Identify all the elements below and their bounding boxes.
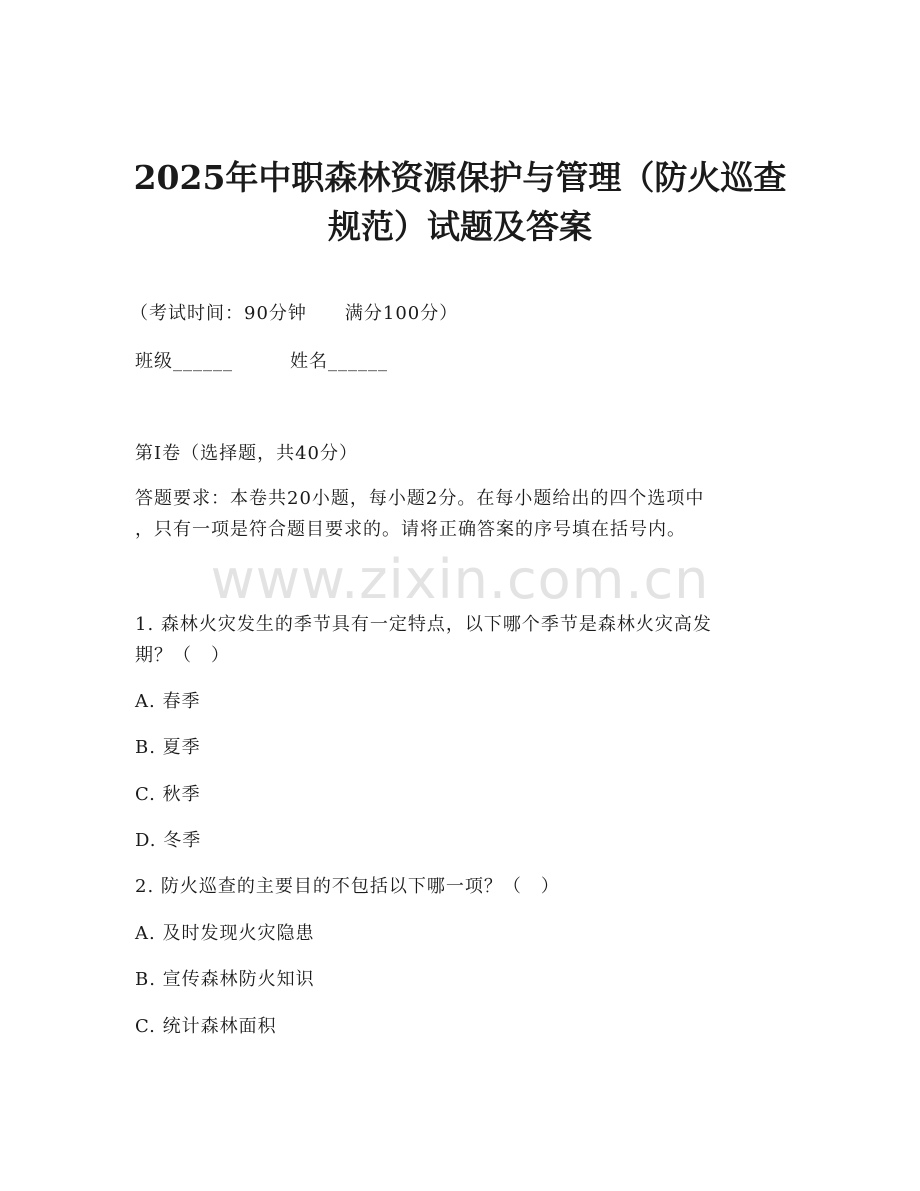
question-2-option-b: B. 宣传森林防火知识 <box>135 969 315 990</box>
question-2-option-a: A. 及时发现火灾隐患 <box>135 923 315 944</box>
instructions-line-1: 答题要求：本卷共20小题，每小题2分。在每小题给出的四个选项中 <box>135 488 705 509</box>
class-name-fields: 班级______ 姓名______ <box>135 351 388 372</box>
question-1-stem-line-1: 1. 森林火灾发生的季节具有一定特点，以下哪个季节是森林火灾高发 <box>135 614 712 635</box>
question-2-option-c: C. 统计森林面积 <box>135 1016 277 1037</box>
document-title-line-2: 规范）试题及答案 <box>328 207 592 246</box>
document-title-line-1: 2025年中职森林资源保护与管理（防火巡查 <box>133 158 787 197</box>
section-heading: 第I卷（选择题，共40分） <box>135 443 359 464</box>
question-1-stem-line-2: 期？（ ） <box>135 645 230 666</box>
watermark: www.zixin.com.cn <box>210 548 710 611</box>
question-1-option-d: D. 冬季 <box>135 830 202 851</box>
exam-info: （考试时间：90分钟 满分100分） <box>130 303 459 324</box>
question-1-option-c: C. 秋季 <box>135 784 201 805</box>
question-1-option-a: A. 春季 <box>135 691 201 712</box>
question-2-stem-line-1: 2. 防火巡查的主要目的不包括以下哪一项？（ ） <box>135 876 560 897</box>
question-1-option-b: B. 夏季 <box>135 737 201 758</box>
instructions-line-2: ，只有一项是符合题目要求的。请将正确答案的序号填在括号内。 <box>135 519 686 540</box>
